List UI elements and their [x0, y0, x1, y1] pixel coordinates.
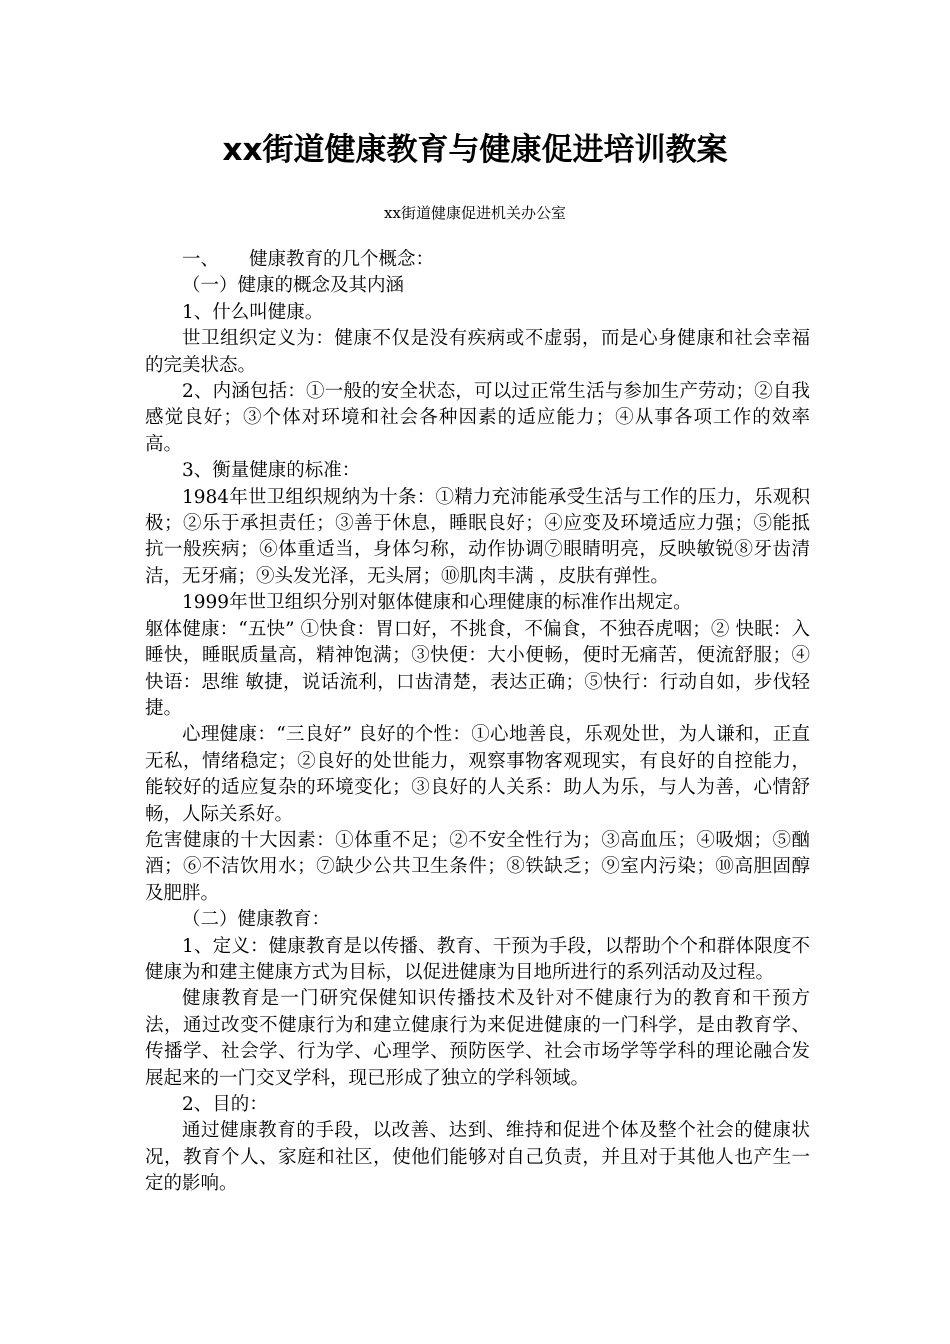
subsection-heading: （一）健康的概念及其内涵 — [182, 275, 405, 297]
item-heading: 3、衡量健康的标准： — [182, 460, 361, 482]
paragraph: 心理健康：“三良好” 良好的个性：①心地善良，乐观处世，为人谦和，正直无私，情绪稳定；②良好的处世能力，观察事物客观现实，有良好的自控能力，能较好的适应复杂的环境变化；③良好的人关系：助人为乐，与人为善，心情舒畅，人际关系好。 — [145, 724, 810, 825]
paragraph: 1984年世卫组织规纳为十条：①精力充沛能承受生活与工作的压力，乐观积极；②乐于承担责任；③善于休息，睡眠良好；④应变及环境适应力强；⑤能抵抗一般疾病；⑥体重适当，身体匀称，动作协调⑦眼睛明亮，反映敏锐⑧牙齿清洁，无牙痛；⑨头发光泽，无头屑；⑩肌肉丰满 ，皮肤有弹性。 — [145, 486, 810, 587]
document-body — [145, 247, 810, 1198]
paragraph: 2、内涵包括：①一般的安全状态，可以过正常生活与参加生产劳动；②自我感觉良好；③个体对环境和社会各种因素的适应能力；④从事各项工作的效率高。 — [145, 381, 810, 455]
paragraph: 1、定义：健康教育是以传播、教育、干预为手段，以帮助个个和群体限度不健康为和建主健康方式为目标，以促进健康为目地所进行的系列活动及过程。 — [145, 935, 810, 983]
section-number: 一、 — [182, 249, 220, 270]
section-heading-text: 健康教育的几个概念： — [249, 249, 435, 270]
paragraph: 通过健康教育的手段，以改善、达到、维持和促进个体及整个社会的健康状况，教育个人、家庭和社区，使他们能够对自己负责，并且对于其他人也产生一定的影响。 — [145, 1120, 810, 1195]
subsection-heading: （二）健康教育： — [182, 909, 331, 931]
item-heading: 1、什么叫健康。 — [182, 301, 324, 323]
paragraph: 躯体健康：“五快” ①快食：胃口好，不挑食，不偏食，不独吞虎咽；② 快眠：入睡快，睡眠质量高，精神饱满；③快便：大小便畅，便时无痛苦，便流舒服；④快语：思维 敏捷，说话流利，口齿清楚，表达正确；⑤快行：行动自如，步伐轻捷。 — [145, 618, 810, 719]
paragraph: 1999年世卫组织分别对躯体健康和心理健康的标准作出规定。 — [182, 592, 692, 614]
section-heading-1 — [145, 247, 810, 273]
paragraph: 世卫组织定义为：健康不仅是没有疾病或不虚弱，而是心身健康和社会幸福的完美状态。 — [145, 328, 810, 376]
item-heading: 2、目的： — [182, 1094, 268, 1115]
document-title: xx街道健康教育与健康促进培训教案 — [222, 132, 728, 168]
paragraph: 危害健康的十大因素：①体重不足；②不安全性行为；③高血压；④吸烟；⑤酗酒；⑥不洁饮用水；⑦缺少公共卫生条件；⑧铁缺乏；⑨室内污染；⑩高胆固醇及肥胖。 — [145, 829, 810, 904]
paragraph: 健康教育是一门研究保健知识传播技术及针对不健康行为的教育和干预方法，通过改变不健康行为和建立健康行为来促进健康的一门科学，是由教育学、传播学、社会学、行为学、心理学、预防医学、社会市场学等学科的理论融合发展起来的一门交叉学科，现已形成了独立的学科领域。 — [145, 988, 810, 1089]
document-subtitle: xx街道健康促进机关办公室 — [384, 204, 566, 222]
